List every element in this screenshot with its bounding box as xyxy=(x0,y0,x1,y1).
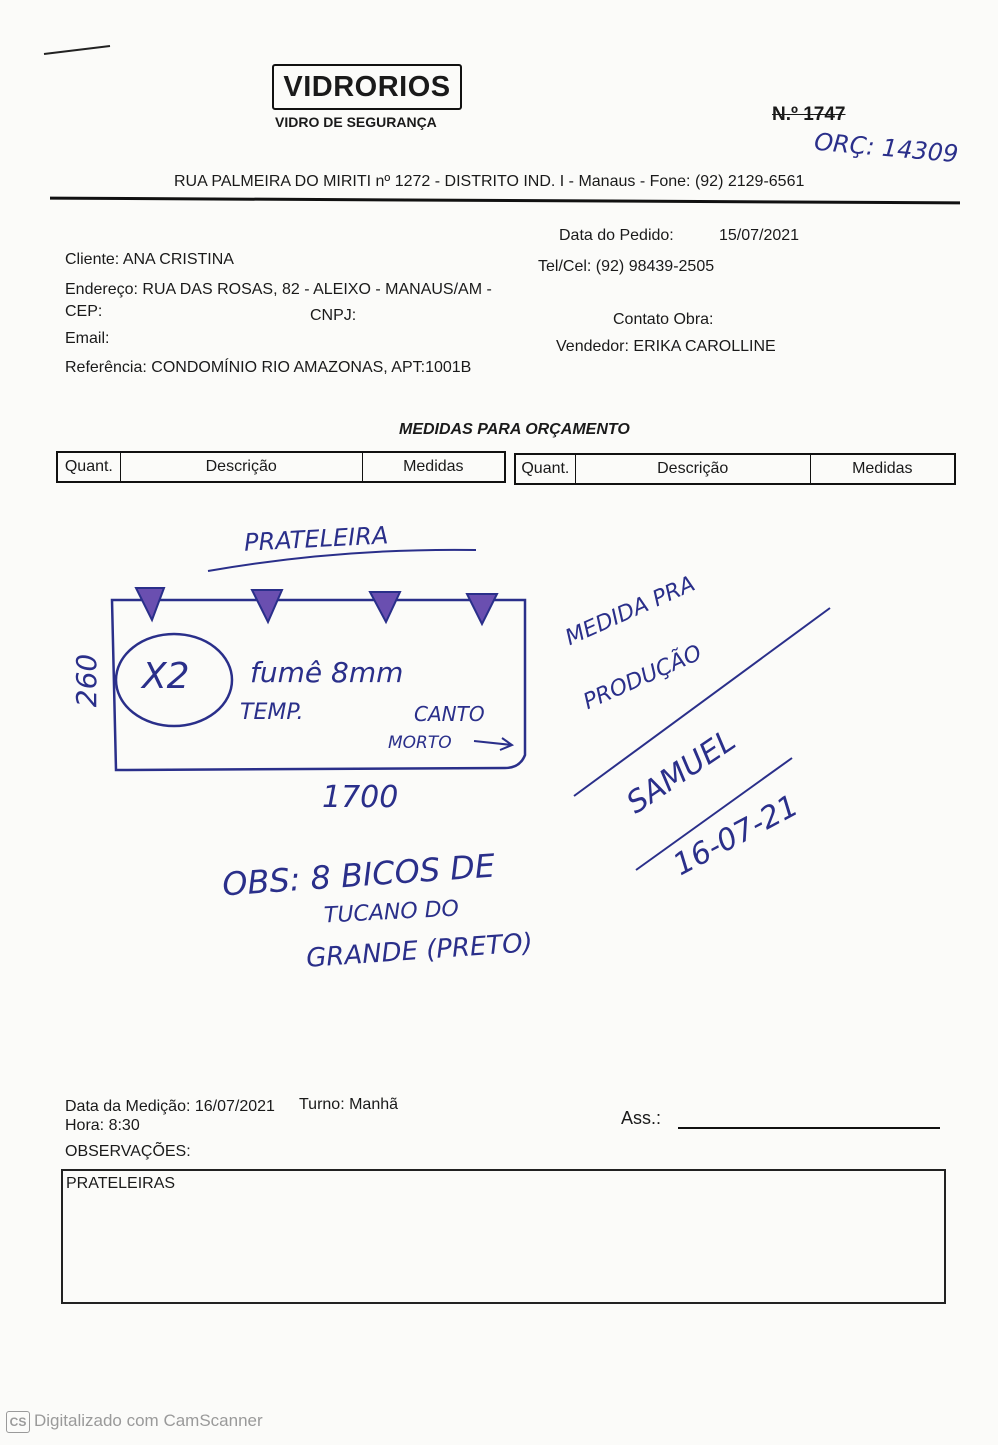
side-note-1: MEDIDA PRA xyxy=(561,571,699,651)
sketch-line2: TEMP. xyxy=(240,700,304,725)
measurement-time: Hora: 8:30 xyxy=(65,1117,140,1134)
camscanner-text: Digitalizado com CamScanner xyxy=(34,1411,263,1430)
orc-number: ORÇ: 14309 xyxy=(813,127,960,169)
obs-line-3: GRANDE (PRETO) xyxy=(305,928,534,974)
client-cnpj: CNPJ: xyxy=(310,307,357,324)
measurement-date: Data da Medição: 16/07/2021 xyxy=(65,1098,275,1115)
section-title: MEDIDAS PARA ORÇAMENTO xyxy=(399,421,630,438)
col-medidas: Medidas xyxy=(852,460,913,477)
col-quant: Quant. xyxy=(516,455,576,483)
sketch-height: 260 xyxy=(70,653,104,708)
company-address: RUA PALMEIRA DO MIRITI nº 1272 - DISTRITO IND. I - Manaus - Fone: (92) 2129-6561 xyxy=(174,173,805,190)
observations-box xyxy=(61,1169,946,1304)
sketch-corner: CANTO xyxy=(414,702,485,726)
sketch-corner2: MORTO xyxy=(388,733,452,753)
sketch-quantity: X2 xyxy=(142,656,190,697)
signature-date: 16-07-21 xyxy=(667,788,805,883)
col-medidas: Medidas xyxy=(403,458,464,475)
col-descricao: Descrição xyxy=(576,455,811,483)
client-reference: Referência: CONDOMÍNIO RIO AMAZONAS, APT:1001B xyxy=(65,359,472,376)
arrow-icon xyxy=(474,738,512,750)
signature: SAMUEL xyxy=(620,723,743,821)
company-tagline: VIDRO DE SEGURANÇA xyxy=(275,114,437,130)
site-contact: Contato Obra: xyxy=(613,311,714,328)
observations-label: OBSERVAÇÕES: xyxy=(65,1143,191,1160)
client-name: Cliente: ANA CRISTINA xyxy=(65,251,234,268)
order-date-label: Data do Pedido: xyxy=(559,227,674,244)
col-descricao: Descrição xyxy=(121,453,363,481)
client-address: Endereço: RUA DAS ROSAS, 82 - ALEIXO - MANAUS/AM - xyxy=(65,281,492,298)
col-quant: Quant. xyxy=(58,453,121,481)
salesperson: Vendedor: ERIKA CAROLLINE xyxy=(556,338,776,355)
observations-text: PRATELEIRAS xyxy=(66,1175,176,1192)
sketch-width: 1700 xyxy=(322,780,399,815)
signature-label: Ass.: xyxy=(621,1108,662,1128)
camscanner-watermark xyxy=(6,1411,263,1433)
sketch-title: PRATELEIRA xyxy=(243,521,389,557)
obs-line-1: OBS: 8 BICOS DE xyxy=(221,846,497,904)
signature-line xyxy=(678,1127,940,1129)
obs-line-2: TUCANO DO xyxy=(323,896,460,929)
document-number: N.º 1747 xyxy=(772,104,846,125)
client-cep: CEP: xyxy=(65,303,103,320)
side-note-2: PRODUÇÃO xyxy=(579,640,706,715)
measurement-shift: Turno: Manhã xyxy=(299,1096,399,1113)
order-date-value: 15/07/2021 xyxy=(719,227,800,244)
sketch-line1: fumê 8mm xyxy=(250,656,404,689)
hook-icons xyxy=(136,588,497,624)
company-logo: VIDRORIOS xyxy=(272,64,462,110)
client-email: Email: xyxy=(65,330,110,347)
client-phone: Tel/Cel: (92) 98439-2505 xyxy=(538,258,715,275)
camscanner-logo-icon: CS xyxy=(6,1411,30,1433)
